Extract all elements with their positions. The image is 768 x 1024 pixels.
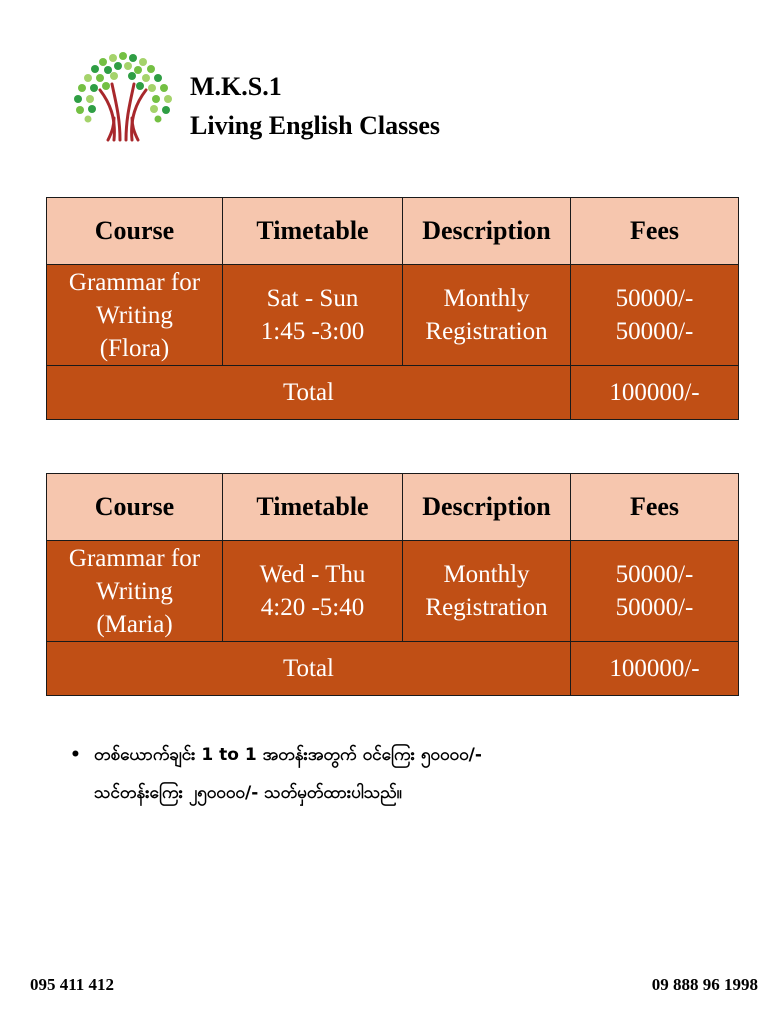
note-line-1	[70, 738, 710, 776]
timetable-cell	[223, 541, 403, 642]
table-row	[47, 265, 739, 366]
header-course: Course	[47, 474, 223, 541]
course-line: Writing	[96, 577, 173, 605]
timetable-line: 4:20 -5:40	[260, 594, 365, 621]
fees-cell	[571, 265, 739, 366]
table-row	[47, 541, 739, 642]
header-description: Description	[403, 198, 571, 265]
total-label: Total	[47, 642, 571, 696]
note	[70, 738, 710, 814]
table-header-row	[47, 474, 739, 541]
header-course: Course	[47, 198, 223, 265]
description-cell	[403, 541, 571, 642]
table-header-row	[47, 198, 739, 265]
contact-phone-left: 095 411 412	[30, 975, 115, 994]
note-text-1: တစ်ယောက်ချင်း 1 to 1 အတန်းအတွက် ဝင်ကြေး ၅၀၀၀၀/-	[94, 745, 482, 765]
org-name: M.K.S.1	[190, 72, 282, 101]
fee-table-flora	[46, 197, 739, 420]
fee-line: 50000/-	[615, 318, 694, 345]
fees-cell	[571, 541, 739, 642]
header-timetable: Timetable	[223, 198, 403, 265]
total-label: Total	[47, 366, 571, 420]
timetable-line: 1:45 -3:00	[260, 318, 365, 345]
bullet-icon: •	[70, 745, 81, 765]
description-line: Monthly	[443, 561, 530, 588]
header-description: Description	[403, 474, 571, 541]
total-row	[47, 366, 739, 420]
course-line: Writing	[96, 301, 173, 329]
timetable-cell	[223, 265, 403, 366]
header	[70, 48, 670, 148]
course-line: (Flora)	[99, 334, 170, 362]
org-subtitle: Living English Classes	[190, 111, 440, 140]
description-line: Monthly	[443, 285, 530, 312]
course-line: (Maria)	[96, 610, 173, 638]
fee-line: 50000/-	[615, 285, 694, 312]
fee-table-maria	[46, 473, 739, 696]
timetable-line: Wed - Thu	[259, 561, 366, 588]
contact-phone-right: 09 888 96 1998	[651, 975, 758, 994]
course-line: Grammar for	[68, 544, 201, 572]
course-cell	[47, 265, 223, 366]
timetable-line: Sat - Sun	[266, 285, 359, 312]
fee-line: 50000/-	[615, 594, 694, 621]
total-row	[47, 642, 739, 696]
note-line-2: သင်တန်းကြေး ၂၅၀၀၀၀/- သတ်မှတ်ထားပါသည်။	[94, 783, 402, 803]
description-cell	[403, 265, 571, 366]
total-value: 100000/-	[571, 642, 739, 696]
header-fees: Fees	[571, 474, 739, 541]
course-line: Grammar for	[68, 268, 201, 296]
total-value: 100000/-	[571, 366, 739, 420]
header-timetable: Timetable	[223, 474, 403, 541]
fee-line: 50000/-	[615, 561, 694, 588]
course-cell	[47, 541, 223, 642]
tree-logo-icon	[70, 48, 176, 144]
description-line: Registration	[425, 318, 548, 345]
description-line: Registration	[425, 594, 548, 621]
header-fees: Fees	[571, 198, 739, 265]
